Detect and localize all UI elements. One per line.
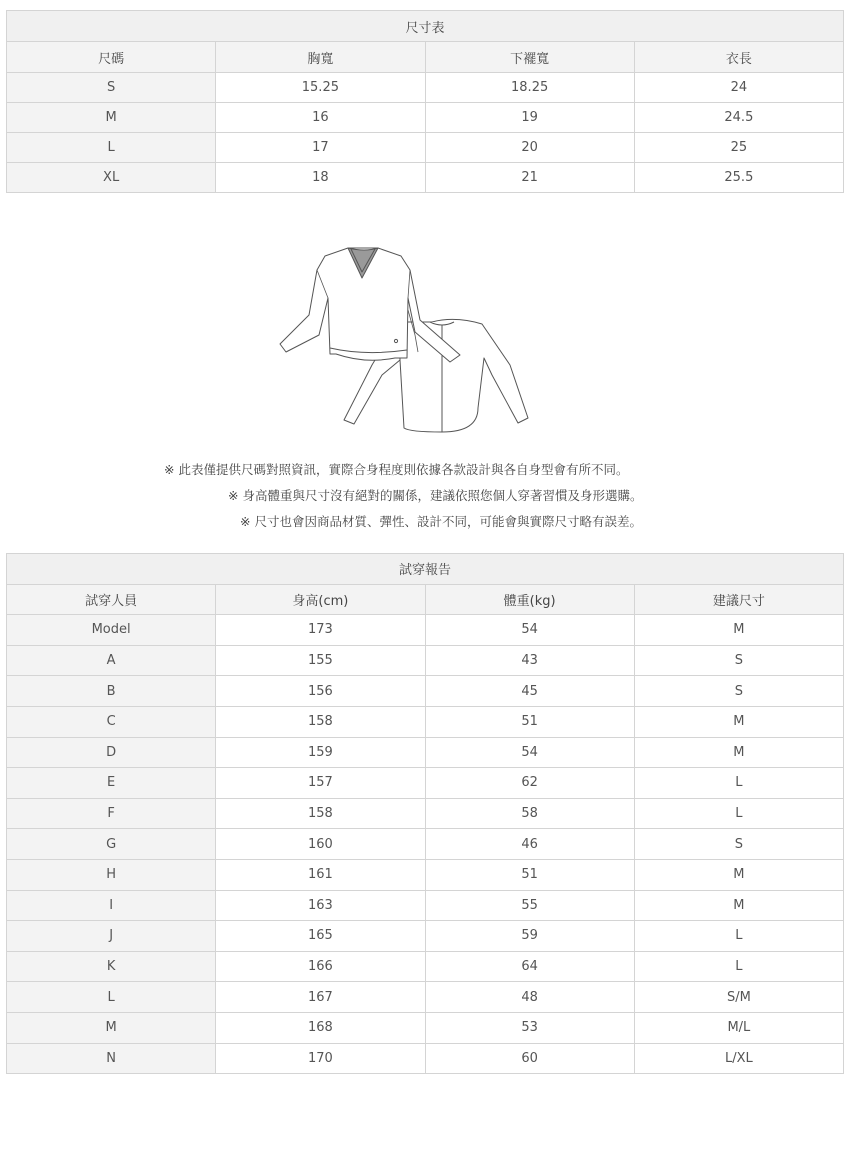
suggested-size-cell: S (634, 829, 843, 860)
height-cell: 166 (216, 951, 425, 982)
height-cell: 173 (216, 615, 425, 646)
tester-cell: M (7, 1012, 216, 1043)
fit-header-tester: 試穿人員 (7, 584, 216, 615)
weight-cell: 53 (425, 1012, 634, 1043)
note-line: ※ 此表僅提供尺碼對照資訊，實際合身程度則依據各款設計與各自身型會有所不同。 (164, 462, 629, 477)
size-header-size: 尺碼 (7, 42, 216, 73)
weight-cell: 45 (425, 676, 634, 707)
size-header-length: 衣長 (634, 42, 843, 73)
height-cell: 156 (216, 676, 425, 707)
chest-cell: 16 (216, 103, 425, 133)
tester-cell: L (7, 982, 216, 1013)
table-row (7, 615, 844, 646)
height-cell: 158 (216, 706, 425, 737)
height-cell: 170 (216, 1043, 425, 1074)
tester-cell: B (7, 676, 216, 707)
table-row (7, 133, 844, 163)
tester-cell: F (7, 798, 216, 829)
fit-report-table (6, 553, 844, 1074)
table-row (7, 768, 844, 799)
chest-cell: 17 (216, 133, 425, 163)
suggested-size-cell: M/L (634, 1012, 843, 1043)
weight-cell: 62 (425, 768, 634, 799)
fit-header-weight: 體重(kg) (425, 584, 634, 615)
size-chart-title: 尺寸表 (7, 11, 844, 42)
table-row (7, 103, 844, 133)
length-cell: 25.5 (634, 163, 843, 193)
height-cell: 167 (216, 982, 425, 1013)
chest-cell: 18 (216, 163, 425, 193)
size-header-chest: 胸寬 (216, 42, 425, 73)
suggested-size-cell: L (634, 768, 843, 799)
tester-cell: C (7, 706, 216, 737)
height-cell: 160 (216, 829, 425, 860)
hem-cell: 20 (425, 133, 634, 163)
weight-cell: 54 (425, 737, 634, 768)
size-cell: L (7, 133, 216, 163)
suggested-size-cell: S (634, 676, 843, 707)
tester-cell: K (7, 951, 216, 982)
table-row (7, 645, 844, 676)
table-row (7, 73, 844, 103)
table-row (7, 163, 844, 193)
height-cell: 161 (216, 859, 425, 890)
size-header-hem: 下襬寬 (425, 42, 634, 73)
weight-cell: 64 (425, 951, 634, 982)
garment-sketch-icon (270, 240, 540, 440)
suggested-size-cell: M (634, 859, 843, 890)
suggested-size-cell: S (634, 645, 843, 676)
suggested-size-cell: M (634, 615, 843, 646)
note-line: ※ 身高體重與尺寸沒有絕對的關係，建議依照您個人穿著習慣及身形選購。 (228, 488, 643, 503)
tester-cell: D (7, 737, 216, 768)
hem-cell: 18.25 (425, 73, 634, 103)
table-row (7, 829, 844, 860)
weight-cell: 51 (425, 706, 634, 737)
weight-cell: 48 (425, 982, 634, 1013)
suggested-size-cell: M (634, 890, 843, 921)
fit-report-title: 試穿報告 (7, 554, 844, 585)
suggested-size-cell: L (634, 798, 843, 829)
weight-cell: 59 (425, 921, 634, 952)
suggested-size-cell: M (634, 706, 843, 737)
table-row (7, 982, 844, 1013)
table-row (7, 676, 844, 707)
weight-cell: 58 (425, 798, 634, 829)
weight-cell: 60 (425, 1043, 634, 1074)
table-row (7, 737, 844, 768)
table-row (7, 798, 844, 829)
weight-cell: 43 (425, 645, 634, 676)
suggested-size-cell: M (634, 737, 843, 768)
tester-cell: J (7, 921, 216, 952)
suggested-size-cell: S/M (634, 982, 843, 1013)
fit-header-height: 身高(cm) (216, 584, 425, 615)
height-cell: 155 (216, 645, 425, 676)
height-cell: 168 (216, 1012, 425, 1043)
table-row (7, 890, 844, 921)
hem-cell: 21 (425, 163, 634, 193)
tester-cell: H (7, 859, 216, 890)
table-row (7, 951, 844, 982)
length-cell: 24 (634, 73, 843, 103)
tester-cell: Model (7, 615, 216, 646)
height-cell: 159 (216, 737, 425, 768)
table-row (7, 1012, 844, 1043)
hem-cell: 19 (425, 103, 634, 133)
suggested-size-cell: L (634, 951, 843, 982)
fit-header-suggested-size: 建議尺寸 (634, 584, 843, 615)
table-row (7, 921, 844, 952)
table-row (7, 859, 844, 890)
table-row (7, 1043, 844, 1074)
tester-cell: G (7, 829, 216, 860)
height-cell: 158 (216, 798, 425, 829)
length-cell: 24.5 (634, 103, 843, 133)
weight-cell: 51 (425, 859, 634, 890)
size-chart-table (6, 10, 844, 193)
tester-cell: N (7, 1043, 216, 1074)
suggested-size-cell: L (634, 921, 843, 952)
note-line: ※ 尺寸也會因商品材質、彈性、設計不同，可能會與實際尺寸略有誤差。 (240, 514, 642, 529)
table-row (7, 706, 844, 737)
weight-cell: 46 (425, 829, 634, 860)
tester-cell: I (7, 890, 216, 921)
tester-cell: A (7, 645, 216, 676)
height-cell: 165 (216, 921, 425, 952)
size-cell: XL (7, 163, 216, 193)
size-cell: S (7, 73, 216, 103)
size-cell: M (7, 103, 216, 133)
height-cell: 157 (216, 768, 425, 799)
weight-cell: 55 (425, 890, 634, 921)
chest-cell: 15.25 (216, 73, 425, 103)
tester-cell: E (7, 768, 216, 799)
height-cell: 163 (216, 890, 425, 921)
suggested-size-cell: L/XL (634, 1043, 843, 1074)
weight-cell: 54 (425, 615, 634, 646)
length-cell: 25 (634, 133, 843, 163)
